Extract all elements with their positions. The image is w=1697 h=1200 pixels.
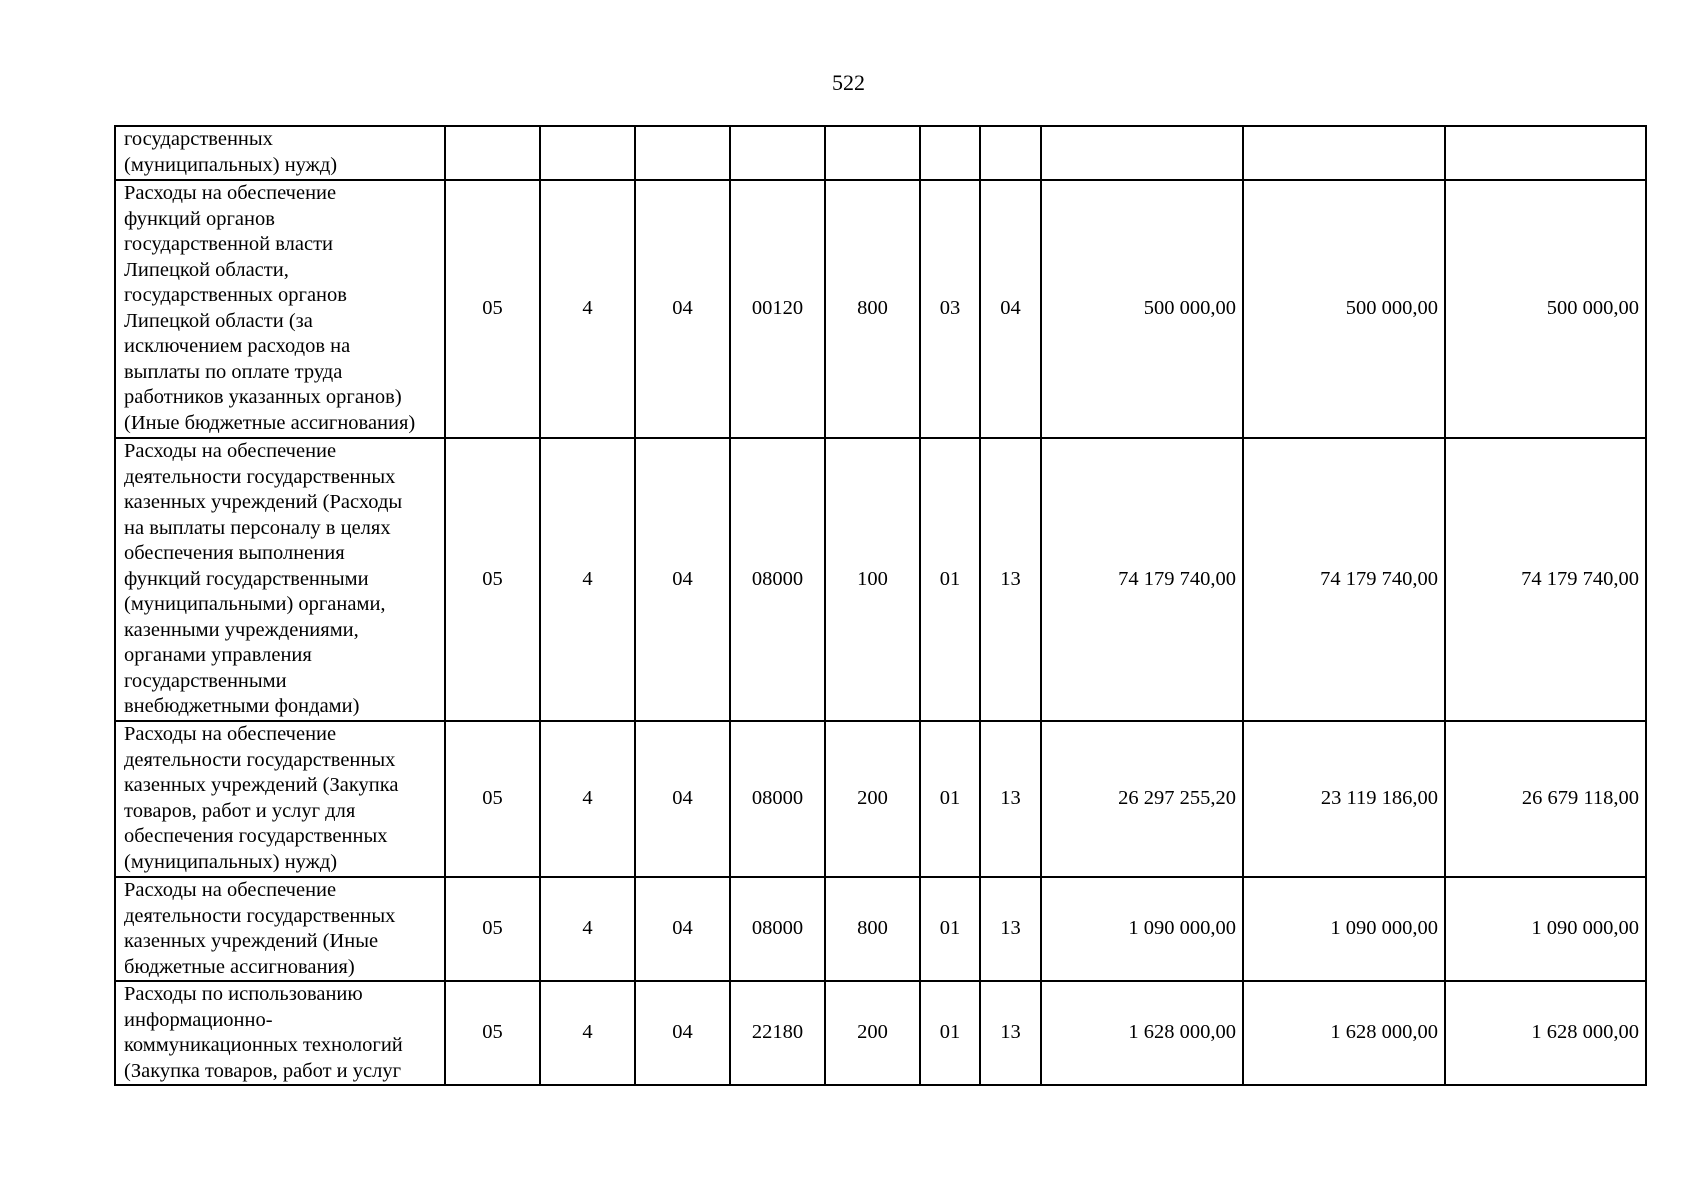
code-cell: 08000 — [730, 721, 825, 877]
code-cell — [980, 126, 1041, 180]
code-cell: 4 — [540, 721, 635, 877]
row-description: Расходы на обеспечение деятельности государственных казенных учреждений (Иные бюджетные ассигнования) — [115, 877, 445, 981]
code-cell: 800 — [825, 180, 920, 438]
amount-cell — [1041, 126, 1243, 180]
code-cell: 08000 — [730, 438, 825, 721]
code-cell — [920, 126, 980, 180]
table-row — [115, 721, 1646, 877]
code-cell: 05 — [445, 438, 540, 721]
code-cell: 4 — [540, 438, 635, 721]
amount-cell: 74 179 740,00 — [1445, 438, 1646, 721]
code-cell — [635, 126, 730, 180]
code-cell: 01 — [920, 438, 980, 721]
amount-cell: 23 119 186,00 — [1243, 721, 1445, 877]
amount-cell: 26 297 255,20 — [1041, 721, 1243, 877]
code-cell: 05 — [445, 721, 540, 877]
amount-cell: 1 090 000,00 — [1041, 877, 1243, 981]
table-row — [115, 126, 1646, 180]
code-cell: 05 — [445, 981, 540, 1085]
code-cell: 04 — [635, 721, 730, 877]
code-cell: 4 — [540, 180, 635, 438]
code-cell: 04 — [635, 877, 730, 981]
amount-cell — [1243, 126, 1445, 180]
amount-cell: 500 000,00 — [1041, 180, 1243, 438]
code-cell — [730, 126, 825, 180]
amount-cell: 1 628 000,00 — [1243, 981, 1445, 1085]
code-cell — [825, 126, 920, 180]
amount-cell: 26 679 118,00 — [1445, 721, 1646, 877]
code-cell: 04 — [635, 180, 730, 438]
amount-cell: 500 000,00 — [1243, 180, 1445, 438]
row-description: Расходы на обеспечение деятельности государственных казенных учреждений (Расходы на выплаты персоналу в целях обеспечения выполнения функций государственными (муниципальными) органами, казенными учреждениями, органами управления государственными внебюджетными фондами) — [115, 438, 445, 721]
amount-cell: 1 090 000,00 — [1243, 877, 1445, 981]
code-cell: 200 — [825, 721, 920, 877]
table-row — [115, 180, 1646, 438]
code-cell: 03 — [920, 180, 980, 438]
amount-cell: 74 179 740,00 — [1243, 438, 1445, 721]
code-cell: 4 — [540, 877, 635, 981]
amount-cell: 1 628 000,00 — [1041, 981, 1243, 1085]
code-cell: 13 — [980, 981, 1041, 1085]
code-cell: 800 — [825, 877, 920, 981]
code-cell: 13 — [980, 438, 1041, 721]
code-cell: 04 — [635, 981, 730, 1085]
code-cell — [540, 126, 635, 180]
code-cell: 00120 — [730, 180, 825, 438]
code-cell: 01 — [920, 877, 980, 981]
code-cell: 05 — [445, 180, 540, 438]
code-cell: 01 — [920, 981, 980, 1085]
code-cell: 04 — [635, 438, 730, 721]
amount-cell: 500 000,00 — [1445, 180, 1646, 438]
code-cell — [445, 126, 540, 180]
row-description: Расходы по использованию информационно- коммуникационных технологий (Закупка товаров, работ и услуг — [115, 981, 445, 1085]
row-description: Расходы на обеспечение функций органов государственной власти Липецкой области, государственных органов Липецкой области (за исключением расходов на выплаты по оплате труда работников указанных органов) (Иные бюджетные ассигнования) — [115, 180, 445, 438]
table-row — [115, 981, 1646, 1085]
amount-cell: 1 628 000,00 — [1445, 981, 1646, 1085]
code-cell: 05 — [445, 877, 540, 981]
page-number: 522 — [832, 70, 865, 95]
row-description: Расходы на обеспечение деятельности государственных казенных учреждений (Закупка товаров, работ и услуг для обеспечения государственных (муниципальных) нужд) — [115, 721, 445, 877]
code-cell: 08000 — [730, 877, 825, 981]
table-row — [115, 438, 1646, 721]
row-description: государственных (муниципальных) нужд) — [115, 126, 445, 180]
code-cell: 4 — [540, 981, 635, 1085]
amount-cell — [1445, 126, 1646, 180]
code-cell: 13 — [980, 877, 1041, 981]
code-cell: 100 — [825, 438, 920, 721]
table-row — [115, 877, 1646, 981]
code-cell: 04 — [980, 180, 1041, 438]
code-cell: 200 — [825, 981, 920, 1085]
amount-cell: 1 090 000,00 — [1445, 877, 1646, 981]
code-cell: 13 — [980, 721, 1041, 877]
budget-table — [114, 125, 1647, 1086]
amount-cell: 74 179 740,00 — [1041, 438, 1243, 721]
code-cell: 01 — [920, 721, 980, 877]
code-cell: 22180 — [730, 981, 825, 1085]
